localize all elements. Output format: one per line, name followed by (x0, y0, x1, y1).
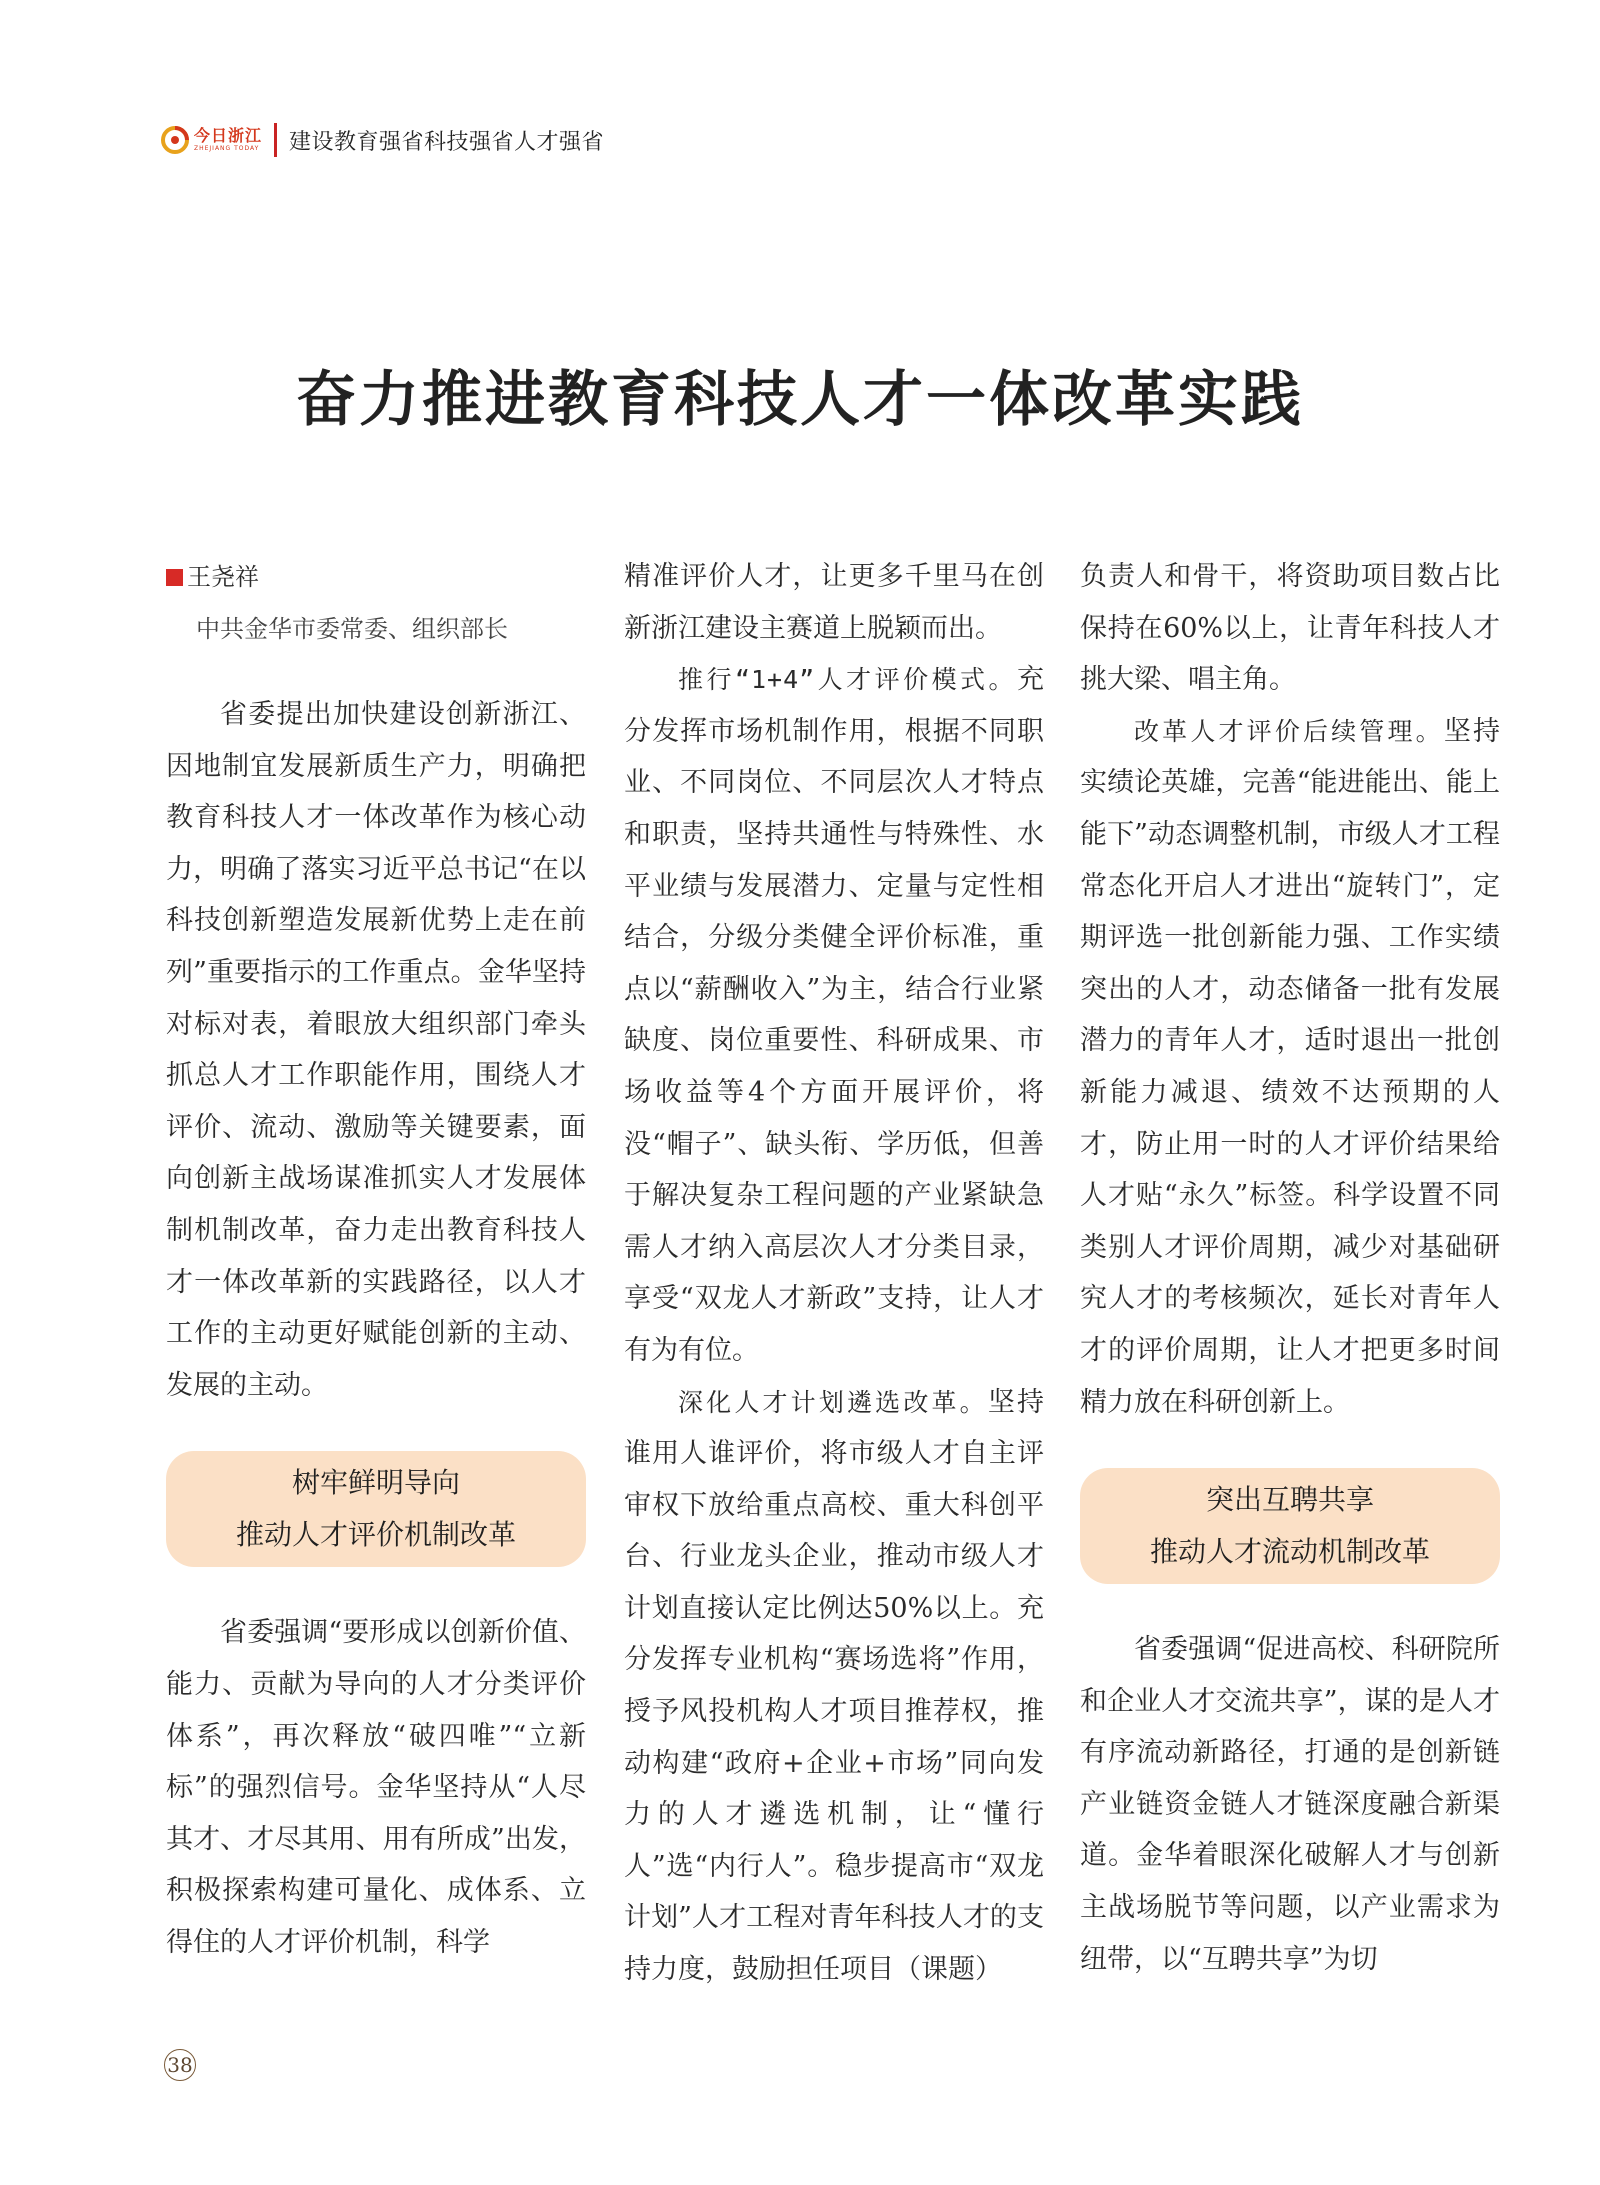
subheading-line-2: 推动人才流动机制改革 (1149, 1535, 1430, 1569)
article-title: 奋力推进教育科技人才一体改革实践 (296, 365, 1304, 435)
logo-chinese-text: 今日浙江 (194, 126, 263, 145)
paragraph-body: 充分发挥市场机制作用，根据不同职业、不同岗位、不同层次人才特点和职责，坚持共通性与特殊性、水平业绩与发展潜力、定量与定性相结合，分级分类健全评价标准，重点以“薪酬收入”为主，结合行业紧缺度、岗位重要性、科研成果、市场收益等4个方面开展评价，将没“帽子”、缺头衔、学历低，但善于解决复杂工程问题的产业紧缺急需人才纳入高层次人才分类目录，享受“双龙人才新政”支持，让人才有为有位。 (624, 664, 1044, 1366)
paragraph-lead: 深化人才计划遴选改革。 (678, 1387, 988, 1417)
subheading-mobility (1080, 1468, 1500, 1584)
evaluation-model-paragraph (624, 654, 1044, 1376)
page-number: 38 (164, 2049, 196, 2081)
evaluation-paragraph: 省委强调“要形成以创新价值、能力、贡献为导向的人才分类评价体系”，再次释放“破四唯”“立新标”的强烈信号。金华坚持从“人尽其才、才尽其用、用有所成”出发，积极探索构建可量化、成体系、立得住的人才评价机制，科学 (166, 1617, 586, 1958)
sun-logo-icon (160, 125, 190, 155)
author-name: 王尧祥 (187, 563, 259, 591)
intro-paragraph: 省委提出加快建设创新浙江、因地制宜发展新质生产力，明确把教育科技人才一体改革作为核心动力，明确了落实习近平总书记“在以科技创新塑造发展新优势上走在前列”重要指示的工作重点。金华坚持对标对表，着眼放大组织部门牵头抓总人才工作职能作用，围绕人才评价、流动、激励等关键要素，面向创新主战场谋准抓实人才发展体制机制改革，奋力走出教育科技人才一体改革新的实践路径，以人才工作的主动更好赋能创新的主动、发展的主动。 (166, 699, 586, 1401)
subheading-evaluation (166, 1451, 586, 1567)
subheading-line-1: 突出互聘共享 (1205, 1483, 1374, 1517)
talent-plan-paragraph (624, 1377, 1044, 1996)
header-divider (274, 123, 277, 157)
article-column-2 (624, 551, 1044, 1996)
follow-up-management-paragraph (1080, 706, 1500, 1428)
paragraph-lead: 推行“1+4”人才评价模式。 (678, 665, 1017, 695)
author-marker (166, 569, 183, 586)
logo-english-text: ZHEJIANG TODAY (194, 145, 260, 152)
continued-paragraph: 负责人和骨干，将资助项目数占比保持在60%以上，让青年科技人才挑大梁、唱主角。 (1080, 561, 1500, 696)
page-header (160, 118, 604, 162)
paragraph-body: 坚持实绩论英雄，完善“能进能出、能上能下”动态调整机制，市级人才工程常态化开启人才进出“旋转门”，定期评选一批创新能力强、工作实绩突出的人才，动态储备一批有发展潜力的青年人才，适时退出一批创新能力减退、绩效不达预期的人才，防止用一时的人才评价结果给人才贴“永久”标签。科学设置不同类别人才评价周期，减少对基础研究人才的考核频次，延长对青年人才的评价周期，让人才把更多时间精力放在科研创新上。 (1080, 715, 1500, 1418)
author-line (166, 551, 586, 603)
subheading-line-2: 推动人才评价机制改革 (235, 1518, 516, 1552)
subheading-line-1: 树牢鲜明导向 (291, 1466, 460, 1500)
continued-paragraph: 精准评价人才，让更多千里马在创新浙江建设主赛道上脱颖而出。 (624, 561, 1044, 644)
paragraph-body: 坚持谁用人谁评价，将市级人才自主评审权下放给重点高校、重大科创平台、行业龙头企业，推动市级人才计划直接认定比例达50%以上。充分发挥专业机构“赛场选将”作用，授予风投机构人才项目推荐权，推动构建“政府+企业+市场”同向发力的人才遴选机制，让“懂行人”选“内行人”。稳步提高市“双龙计划”人才工程对青年科技人才的支持力度，鼓励担任项目（课题） (624, 1386, 1044, 1986)
author-affiliation: 中共金华市委常委、组织部长 (196, 615, 508, 643)
magazine-logo (160, 125, 262, 155)
mobility-paragraph: 省委强调“促进高校、科研院所和企业人才交流共享”，谋的是人才有序流动新路径，打通的是创新链产业链资金链人才链深度融合新渠道。金华着眼深化破解人才与创新主战场脱节等问题，以产业需求为纽带，以“互聘共享”为切 (1080, 1634, 1500, 1975)
article-column-1 (166, 551, 586, 1968)
section-title: 建设教育强省科技强省人才强省 (289, 129, 605, 155)
article-column-3 (1080, 551, 1500, 1985)
paragraph-lead: 改革人才评价后续管理。 (1134, 716, 1444, 746)
